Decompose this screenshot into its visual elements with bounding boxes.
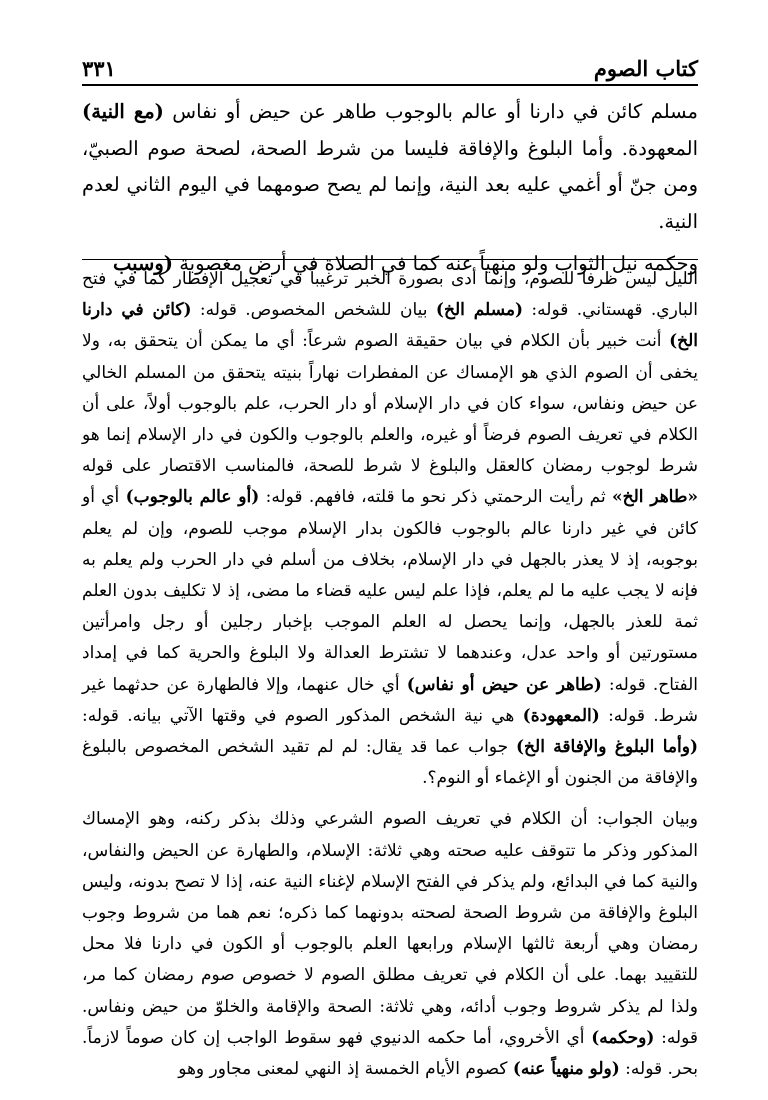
main-text-paragraph — [82, 94, 698, 240]
page-number: ٣٣١ — [82, 56, 116, 81]
bold-term: (ولو منهياً عنه) — [512, 1059, 620, 1080]
text-run: أي خال عنهما، وإلا فالطهارة عن حدثهما غير شرط. قوله: — [82, 674, 699, 726]
bold-term: (مسلم الخ) — [435, 300, 524, 321]
chapter-title: كتاب الصوم — [593, 56, 698, 81]
commentary-text — [82, 264, 698, 1085]
bold-term: (وحكمه) — [591, 1027, 655, 1048]
bold-term: «طاهر الخ» — [612, 487, 699, 508]
bold-term: (المعهودة) — [522, 705, 600, 726]
bold-term: (مع النية) — [82, 100, 164, 123]
section-divider — [82, 259, 698, 260]
text-run: أي الأخروي، أما حكمه الدنيوي فهو سقوط الواجب إن كان صوماً لازماً. بحر. قوله: — [82, 1027, 698, 1080]
text-run: مسلم كائن في دارنا أو عالم بالوجوب طاهر عن حيض أو نفاس — [172, 100, 698, 123]
text-run: المعهودة. وأما البلوغ والإفاقة فليسا من شرط الصحة، لصحة صوم الصبيّ، ومن جنّ أو أغمي عليه بعد النية، وإنما لم يصح صومهما في اليوم الثاني لعدم النية. — [82, 136, 698, 233]
text-run: وحكمه نيل الثواب ولو منهياً عنه كما في الصلاة في أرض مغصوبة — [179, 252, 698, 275]
bold-term: (كائن في دارنا الخ) — [82, 300, 699, 352]
text-run: جواب عما قد يقال: لم لم تقيد الشخص المخصوص بالبلوغ والإفاقة من الجنون أو الإغماء أو النوم؟. — [82, 737, 698, 789]
text-run: كصوم الأيام الخمسة إذ النهي لمعنى مجاور وهو — [178, 1059, 508, 1080]
text-run: ثم رأيت الرحمتي ذكر نحو ما قلته، فافهم. قوله: — [265, 487, 606, 508]
text-run: أنت خبير بأن الكلام في بيان حقيقة الصوم شرعاً: أي ما يمكن أن يتحقق به، ولا يخفى أن الصوم الذي هو الإمساك عن المفطرات نهاراً بنيته يتحقق من المسلم الخالي عن حيض ونفاس، سواء كان في دار الإسلام أو دار الحرب، علم بالوجوب أولاً، على أن الكلام في تعريف الصوم فرضاً أو غيره، والعلم بالوجوب والكون في دار الإسلام إنما هو شرط لوجوب رمضان كالعقل والبلوغ لا شرط للصحة، فالمناسب الاقتصار على قوله — [82, 331, 698, 477]
bold-term: (أو عالم بالوجوب) — [125, 487, 260, 508]
text-run: أي أو كائن في غير دارنا عالم بالوجوب فالكون بدار الإسلام موجب للصوم، وإن لم يعلم بوجوبه، إذ لا يعذر بالجهل في دار الإسلام، بخلاف من أسلم في دار الحرب ولم يعلم به فإنه لا يجب عليه ما لم يعلم، فإذا علم ليس عليه قضاء ما مضى، إذ لا تكليف بدون العلم ثمة للعذر بالجهل، وإنما يحصل له العلم الموجب بإخبار رجلين أو رجل وامرأتين مستورتين أو واحد عدل، وعندهما لا تشترط العدالة ولا البلوغ والحرية كما في إمداد الفتاح. قوله: — [82, 487, 699, 695]
bold-term: (وسبب — [113, 252, 174, 275]
text-run: الليل ليس ظرفاً للصوم، وإنما أدى بصورة الخبر ترغيباً في تعجيل الإفطار كما في فتح الباري. قهستاني. قوله: — [82, 269, 699, 321]
commentary-paragraph — [82, 264, 698, 794]
text-run: بيان للشخص المخصوص. قوله: — [199, 300, 428, 321]
bold-term: (وأما البلوغ والإفاقة الخ) — [516, 737, 698, 758]
text-run: وبيان الجواب: أن الكلام في تعريف الصوم الشرعي وذلك بذكر ركنه، وهو الإمساك المذكور وذكر ما تتوقف عليه صحته وهي ثلاثة: الإسلام، والطهارة عن الحيض والنفاس، والنية كما في البدائع، ولم يذكر في الفتح الإسلام لإغناء النية عنه، إذا لا تصح بدونه، وليس البلوغ والإفاقة من شروط الصحة لصحته بدونهما كما ذكره؛ نعم هما من شروط وجوب رمضان وهي أربعة ثالثها الإسلام ورابعها العلم بالوجوب أو الكون في دارنا فلا محل للتقييد بهما. على أن الكلام في تعريف مطلق الصوم لا خصوص صوم رمضان كما مر، ولذا لم يذكر شروط وجوب أدائه، وهي ثلاثة: الصحة والإقامة والخلوّ من حيض ونفاس. قوله: — [82, 809, 699, 1048]
page-header — [82, 56, 698, 86]
bold-term: (طاهر عن حيض أو نفاس) — [406, 674, 602, 695]
text-run: هي نية الشخص المذكور الصوم في وقتها الآتي بيانه. قوله: — [82, 705, 515, 726]
commentary-paragraph — [82, 804, 698, 1085]
main-text — [82, 94, 698, 283]
